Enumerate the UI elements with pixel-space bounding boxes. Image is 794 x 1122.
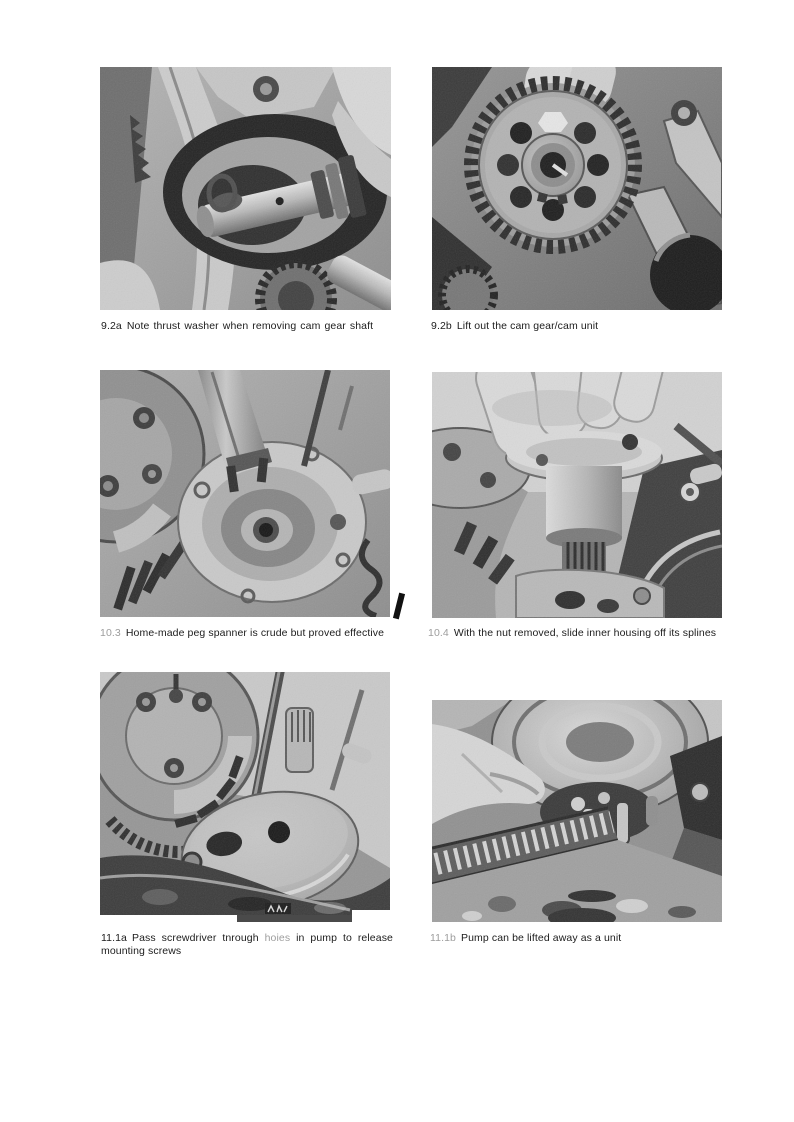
- caption-label-9-2b: 9.2b: [431, 320, 452, 332]
- photo-11-1b-graphic: [432, 700, 722, 922]
- photo-11-1a-graphic: [100, 672, 390, 915]
- caption-text-10-4: With the nut removed, slide inner housing off its splines: [453, 627, 717, 639]
- caption-label-10-4: 10.4: [428, 627, 449, 639]
- caption-label-11-1b: 11.1b: [430, 932, 456, 944]
- caption-11-1b: [430, 932, 730, 945]
- caption-text-11-1b: Pump can be lifted away as a unit: [461, 932, 622, 944]
- caption-faded-word-11-1a: hoies: [264, 932, 291, 944]
- photo-11-1a-bottom-extension: [237, 915, 352, 922]
- caption-text-11-1a-part1: Pass screwdriver tnrough: [132, 932, 259, 944]
- photo-10-4-graphic: [432, 372, 722, 618]
- caption-text-9-2a: Note thrust washer when removing cam gear shaft: [126, 320, 374, 332]
- photo-9-2a-graphic: [100, 67, 391, 310]
- caption-10-4: [428, 627, 728, 640]
- photo-9-2a: [100, 67, 391, 310]
- photo-10-3: [100, 370, 390, 617]
- photo-9-2b-graphic: [432, 67, 722, 310]
- print-artifact-slash: [393, 593, 405, 620]
- caption-text-9-2b: Lift out the cam gear/cam unit: [456, 320, 599, 332]
- caption-10-3: [100, 627, 400, 640]
- caption-9-2b: [431, 320, 723, 333]
- photo-10-3-graphic: [100, 370, 390, 617]
- caption-9-2a: [101, 320, 393, 333]
- photo-10-4: [432, 372, 722, 618]
- caption-label-9-2a: 9.2a: [101, 320, 122, 332]
- photo-11-1a: [100, 672, 390, 915]
- caption-label-10-3: 10.3: [100, 627, 121, 639]
- caption-11-1a: [101, 932, 393, 958]
- photo-11-1b: [432, 700, 722, 922]
- caption-text-10-3: Home-made peg spanner is crude but proved effective: [125, 627, 385, 639]
- photo-11-1a-edge-notch: [352, 910, 391, 916]
- photo-9-2b: [432, 67, 722, 310]
- caption-text-11-1a-part2: in pump to release mounting screws: [101, 932, 393, 957]
- caption-label-11-1a: 11.1a: [101, 932, 127, 944]
